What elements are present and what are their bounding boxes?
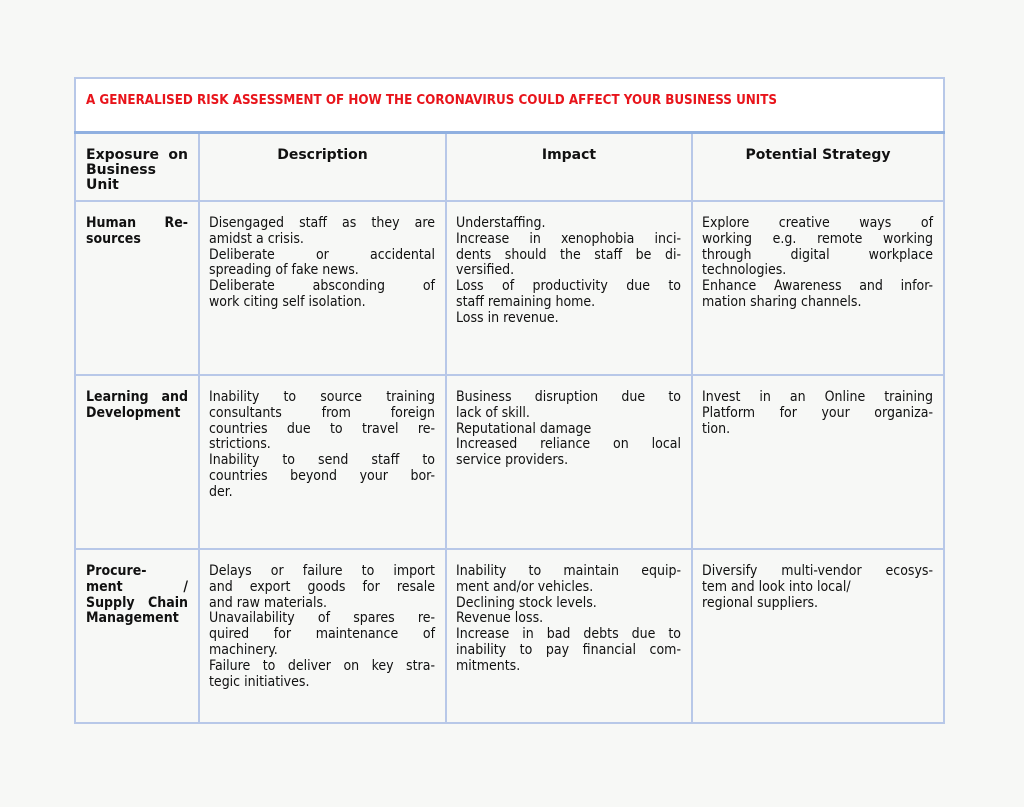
- impact-line: Revenue loss.: [456, 610, 544, 627]
- description-line: Disengaged staff as they are: [209, 215, 435, 231]
- impact-line: Loss in revenue.: [456, 309, 559, 326]
- description-line: work citing self isolation.: [209, 293, 366, 310]
- header-strategy: Potential Strategy: [692, 133, 944, 202]
- impact-line: Increase in xenophobia inci-: [456, 230, 681, 247]
- impact-line: versified.: [456, 262, 515, 279]
- unit-line: Supply Chain: [86, 594, 188, 611]
- impact-line: Business disruption due to: [456, 389, 681, 405]
- impact-line: Loss of productivity due to: [456, 278, 681, 295]
- description-line: Unavailability of spares re-: [209, 610, 435, 627]
- impact-line: ment and/or vehicles.: [456, 578, 594, 595]
- strategy-cell: [692, 549, 944, 723]
- header-exposure: [75, 133, 199, 202]
- description-line: Deliberate absconding of: [209, 278, 435, 295]
- description-cell: [199, 549, 446, 723]
- impact-line: Understaffing.: [456, 215, 546, 231]
- impact-line: mitments.: [456, 657, 521, 674]
- unit-line: Learning and: [86, 389, 188, 405]
- description-line: Inability to source training: [209, 389, 435, 405]
- table-title: A GENERALISED RISK ASSESSMENT OF HOW THE CORONAVIRUS COULD AFFECT YOUR BUSINESS UNITS: [86, 93, 778, 108]
- impact-line: Increased reliance on local: [456, 436, 681, 453]
- strategy-line: regional suppliers.: [702, 594, 819, 611]
- strategy-line: technologies.: [702, 262, 787, 279]
- unit-cell: [75, 375, 199, 549]
- description-line: and raw materials.: [209, 594, 328, 611]
- description-line: Inability to send staff to: [209, 452, 435, 469]
- description-line: machinery.: [209, 641, 278, 658]
- strategy-line: tem and look into local/: [702, 578, 851, 595]
- description-line: countries beyond your bor-: [209, 467, 435, 484]
- header-impact: Impact: [446, 133, 692, 202]
- impact-line: lack of skill.: [456, 404, 530, 421]
- strategy-cell: [692, 201, 944, 375]
- table-row: [75, 549, 944, 723]
- impact-line: staff remaining home.: [456, 293, 596, 310]
- impact-line: Reputational damage: [456, 420, 592, 437]
- description-line: and export goods for resale: [209, 578, 435, 595]
- unit-line: Human Re-: [86, 215, 188, 231]
- table-title-cell: [75, 78, 944, 133]
- unit-line: sources: [86, 230, 141, 247]
- table-row: [75, 375, 944, 549]
- impact-cell: [446, 375, 692, 549]
- description-line: quired for maintenance of: [209, 626, 435, 643]
- unit-line: Procure-: [86, 563, 147, 579]
- description-line: Failure to deliver on key stra-: [209, 657, 435, 674]
- impact-cell: [446, 201, 692, 375]
- header-description: Description: [199, 133, 446, 202]
- strategy-line: Explore creative ways of: [702, 215, 934, 231]
- strategy-line: mation sharing channels.: [702, 293, 862, 310]
- risk-assessment-table: [74, 77, 945, 724]
- description-line: Delays or failure to import: [209, 563, 435, 579]
- impact-line: dents should the staff be di-: [456, 246, 681, 263]
- description-line: spreading of fake news.: [209, 262, 359, 279]
- description-line: tegic initiatives.: [209, 673, 310, 690]
- strategy-cell: [692, 375, 944, 549]
- description-cell: [199, 201, 446, 375]
- unit-line: ment /: [86, 578, 188, 595]
- strategy-line: through digital workplace: [702, 246, 934, 263]
- description-line: strictions.: [209, 436, 271, 453]
- impact-line: Inability to maintain equip-: [456, 563, 681, 579]
- impact-line: service providers.: [456, 452, 569, 469]
- description-line: consultants from foreign: [209, 404, 435, 421]
- strategy-line: tion.: [702, 420, 731, 437]
- description-line: countries due to travel re-: [209, 420, 435, 437]
- unit-line: Management: [86, 610, 179, 627]
- unit-cell: [75, 201, 199, 375]
- strategy-line: Diversify multi-vendor ecosys-: [702, 563, 934, 579]
- header-exposure-line: Exposure on: [86, 147, 188, 163]
- description-line: der.: [209, 483, 233, 500]
- strategy-line: Enhance Awareness and infor-: [702, 278, 934, 295]
- impact-line: Declining stock levels.: [456, 594, 597, 611]
- unit-line: Development: [86, 404, 181, 421]
- strategy-line: working e.g. remote working: [702, 230, 934, 247]
- header-exposure-line: Business Unit: [86, 162, 156, 193]
- impact-line: Increase in bad debts due to: [456, 626, 681, 643]
- description-line: amidst a crisis.: [209, 230, 304, 247]
- description-line: Deliberate or accidental: [209, 246, 435, 263]
- impact-line: inability to pay financial com-: [456, 641, 681, 658]
- strategy-line: Platform for your organiza-: [702, 404, 934, 421]
- description-cell: [199, 375, 446, 549]
- table-row: [75, 201, 944, 375]
- unit-cell: [75, 549, 199, 723]
- strategy-line: Invest in an Online training: [702, 389, 934, 405]
- header-row: [75, 133, 944, 202]
- impact-cell: [446, 549, 692, 723]
